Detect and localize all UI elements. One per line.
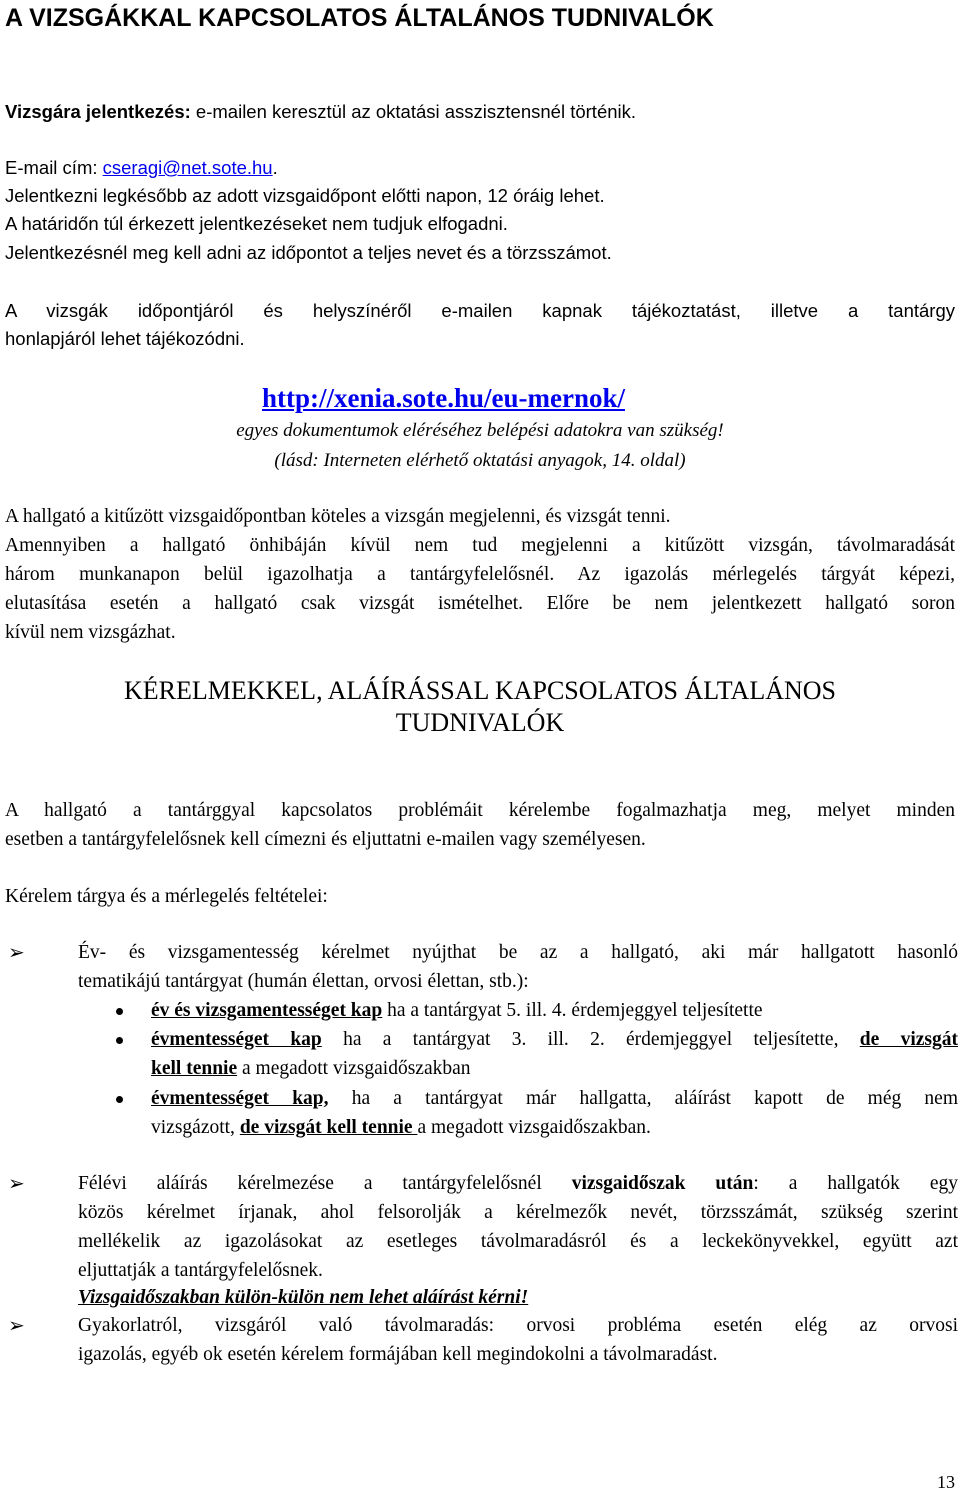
exam-para-line-3: három munkanapon belül igazolhatja a tantárgyfelelősnél. Az igazolás mérlegelés tárgyát képezi, bbox=[5, 564, 955, 585]
item2-line-3: mellékelik az igazolásokat az esetleges távolmaradásról és a leckekönyvekkel, együtt azt bbox=[78, 1231, 958, 1252]
info-line-1: A vizsgák időpontjáról és helyszínéről e-mailen kapnak tájékoztatást, illetve a tantárgy bbox=[5, 300, 955, 321]
round-bullet-icon bbox=[116, 1037, 123, 1044]
registration-line bbox=[5, 100, 636, 124]
sub3-text-3: a megadott vizsgaidőszakban. bbox=[417, 1117, 651, 1138]
item2-line-1 bbox=[78, 1172, 958, 1196]
exam-para-line-5: kívül nem vizsgázhat. bbox=[5, 622, 176, 643]
item1-line-1: Év- és vizsgamentesség kérelmet nyújthat be az a hallgató, aki már hallgatott hasonló bbox=[78, 942, 958, 963]
item1-line-2: tematikájú tantárgyat (humán élettan, orvosi élettan, stb.): bbox=[78, 971, 529, 992]
exam-para-line-1: A hallgató a kitűzött vizsgaidőpontban köteles a vizsgán megjelenni, és vizsgát tenni. bbox=[5, 506, 671, 527]
arrow-bullet-icon: ➢ bbox=[8, 1315, 25, 1337]
email-line bbox=[5, 156, 278, 180]
item2-line-2: közös kérelmet írjanak, ahol felsorolják a kérelmezők nevét, törzsszámát, szükség szerint bbox=[78, 1202, 958, 1223]
item2-line-4: eljuttatják a tantárgyfelelősnek. bbox=[78, 1260, 323, 1281]
item2-emphasis: vizsgaidőszak után bbox=[571, 1173, 754, 1194]
required-line: Jelentkezésnél meg kell adni az időpontot a teljes nevet és a törzsszámot. bbox=[5, 242, 612, 263]
sub-item-1 bbox=[151, 999, 763, 1023]
round-bullet-icon bbox=[116, 1096, 123, 1103]
sub2-emphasis-2: de vizsgát bbox=[859, 1029, 958, 1050]
requests-intro-line-1: A hallgató a tantárggyal kapcsolatos problémáit kérelembe fogalmazhatja meg, melyet minden bbox=[5, 800, 955, 821]
section-title-exams: A VIZSGÁKKAL KAPCSOLATOS ÁLTALÁNOS TUDNIVALÓK bbox=[5, 4, 714, 32]
course-url-link[interactable]: http://xenia.sote.hu/eu-mernok/ bbox=[262, 383, 626, 413]
sub3-emphasis-2: de vizsgát kell tennie bbox=[239, 1117, 418, 1138]
deadline-line: Jelentkezni legkésőbb az adott vizsgaidőpont előtti napon, 12 óráig lehet. bbox=[5, 185, 605, 206]
registration-text: e-mailen keresztül az oktatási asszisztensnél történik. bbox=[190, 101, 637, 122]
sub2-emphasis-3: kell tennie bbox=[151, 1058, 238, 1079]
info-line-2: honlapjáról lehet tájékozódni. bbox=[5, 328, 245, 349]
section-title-requests-2: TUDNIVALÓK bbox=[395, 708, 565, 737]
arrow-bullet-icon: ➢ bbox=[8, 942, 25, 964]
sub2-text: ha a tantárgyat 3. ill. 2. érdemjeggyel teljesítette, bbox=[321, 1029, 860, 1050]
section-title-requests-1: KÉRELMEKKEL, ALÁÍRÁSSAL KAPCSOLATOS ÁLTALÁNOS bbox=[123, 676, 836, 705]
conditions-heading: Kérelem tárgya és a mérlegelés feltételei: bbox=[5, 886, 328, 907]
requests-intro-line-2: esetben a tantárgyfelelősnek kell címezni és eljuttatni e-mailen vagy személyesen. bbox=[5, 829, 646, 850]
sub2-emphasis: évmentességet kap bbox=[151, 1029, 322, 1050]
item3-line-1: Gyakorlatról, vizsgáról való távolmaradás: orvosi probléma esetén elég az orvosi bbox=[78, 1315, 958, 1336]
login-note: egyes dokumentumok eléréséhez belépési adatokra van szükség! bbox=[236, 420, 724, 441]
item3-line-2: igazolás, egyéb ok esetén kérelem formájában kell megindokolni a távolmaradást. bbox=[78, 1344, 718, 1365]
item2-warning: Vizsgaidőszakban külön-külön nem lehet aláírást kérni! bbox=[78, 1287, 529, 1308]
sub3-text: ha a tantárgyat már hallgatta, aláírást kapott de még nem bbox=[328, 1088, 958, 1109]
email-label: E-mail cím: bbox=[5, 157, 103, 178]
sub-item-3-line-1 bbox=[151, 1087, 958, 1111]
sub-item-2-line-2 bbox=[151, 1057, 471, 1081]
email-period: . bbox=[272, 157, 278, 178]
late-line: A határidőn túl érkezett jelentkezéseket nem tudjuk elfogadni. bbox=[5, 213, 508, 234]
arrow-bullet-icon: ➢ bbox=[8, 1173, 25, 1195]
sub2-text-2: a megadott vizsgaidőszakban bbox=[237, 1058, 471, 1079]
sub-item-3-line-2 bbox=[151, 1116, 651, 1140]
sub3-emphasis: évmentességet kap, bbox=[151, 1088, 329, 1109]
item2-text-a: Félévi aláírás kérelmezése a tantárgyfelelősnél bbox=[78, 1173, 572, 1194]
sub-item-2-line-1 bbox=[151, 1028, 958, 1052]
sub1-text: ha a tantárgyat 5. ill. 4. érdemjeggyel teljesítette bbox=[382, 1000, 763, 1021]
sub1-emphasis: év és vizsgamentességet kap bbox=[151, 1000, 383, 1021]
exam-para-line-4: elutasítása esetén a hallgató csak vizsgát ismételhet. Előre be nem jelentkezett hallgató soron bbox=[5, 593, 955, 614]
email-link[interactable]: cseragi@net.sote.hu bbox=[102, 157, 273, 178]
round-bullet-icon bbox=[116, 1008, 123, 1015]
reference-note: (lásd: Interneten elérhető oktatási anyagok, 14. oldal) bbox=[274, 450, 686, 471]
exam-para-line-2: Amennyiben a hallgató önhibáján kívül nem tud megjelenni a kitűzött vizsgán, távolmaradását bbox=[5, 535, 955, 556]
sub3-text-2: vizsgázott, bbox=[151, 1117, 240, 1138]
registration-label: Vizsgára jelentkezés: bbox=[5, 101, 191, 122]
item2-text-c: : a hallgatók egy bbox=[753, 1173, 959, 1194]
page-number: 13 bbox=[937, 1472, 955, 1492]
